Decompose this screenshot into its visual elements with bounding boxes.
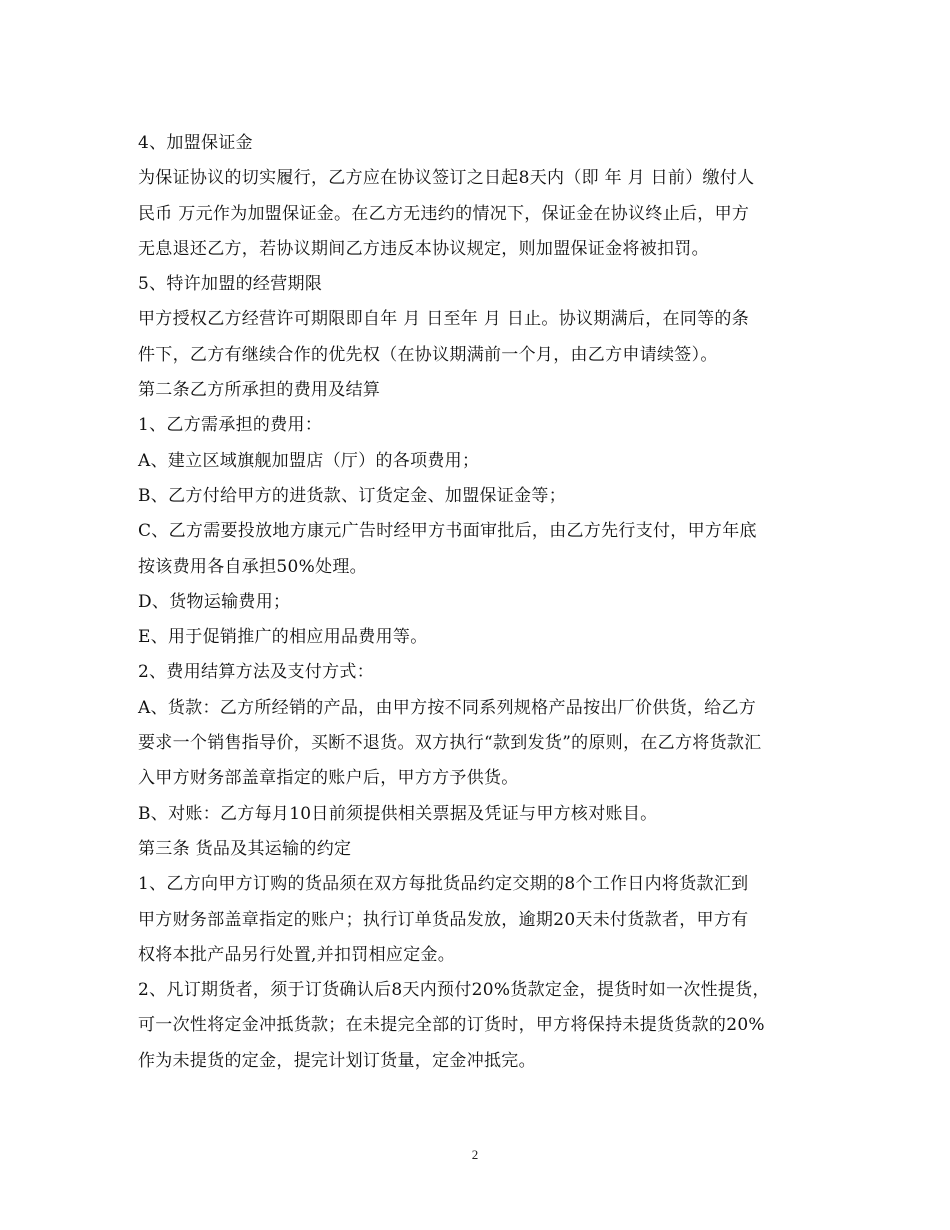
- paragraph-line: 无息退还乙方，若协议期间乙方违反本协议规定，则加盟保证金将被扣罚。: [138, 238, 709, 259]
- paragraph-line: 为保证协议的切实履行，乙方应在协议签订之日起8天内（即 年 月 日前）缴付人: [138, 168, 755, 189]
- document-body: [138, 126, 818, 1079]
- list-item: E、用于促销推广的相应用品费用等。: [138, 627, 428, 648]
- list-item: 2、凡订期货者，须于订货确认后8天内预付20%货款定金，提货时如一次性提货，: [138, 980, 770, 1001]
- paragraph-line: 入甲方财务部盖章指定的账户后，甲方方予供货。: [138, 768, 519, 789]
- list-item: 1、乙方向甲方订购的货品须在双方每批货品约定交期的8个工作日内将货款汇到: [138, 874, 749, 895]
- article-heading: 第三条 货品及其运输的约定: [138, 838, 352, 859]
- section-heading: 2、费用结算方法及支付方式：: [138, 662, 375, 683]
- list-item: A、货款：乙方所经销的产品，由甲方按不同系列规格产品按出厂价供货，给乙方: [138, 697, 757, 718]
- paragraph-line: 要求一个销售指导价，买断不退货。双方执行“款到发货”的原则，在乙方将货款汇: [138, 733, 762, 754]
- list-item: B、对账：乙方每月10日前须提供相关票据及凭证与甲方核对账目。: [138, 803, 658, 824]
- section-heading: 1、乙方需承担的费用：: [138, 415, 323, 436]
- paragraph-line: 按该费用各自承担50%处理。: [138, 556, 367, 577]
- paragraph-line: 民币 万元作为加盟保证金。在乙方无违约的情况下，保证金在协议终止后，甲方: [138, 203, 750, 224]
- section-heading: 4、加盟保证金: [138, 133, 253, 153]
- list-item: B、乙方付给甲方的进货款、订货定金、加盟保证金等；: [138, 485, 566, 506]
- paragraph-line: 可一次性将定金冲抵货款；在未提完全部的订货时，甲方将保持未提货货款的20%: [138, 1015, 765, 1036]
- paragraph-line: 作为未提货的定金，提完计划订货量，定金冲抵完。: [138, 1050, 536, 1071]
- paragraph-line: 件下，乙方有继续合作的优先权（在协议期满前一个月，由乙方申请续签）。: [138, 344, 718, 365]
- page-number: 2: [471, 1147, 479, 1162]
- article-heading: 第二条乙方所承担的费用及结算: [138, 380, 381, 401]
- list-item: C、乙方需要投放地方康元广告时经甲方书面审批后，由乙方先行支付，甲方年底: [138, 521, 757, 542]
- paragraph-line: 权将本批产品另行处置,并扣罚相应定金。: [138, 944, 456, 965]
- paragraph-line: 甲方授权乙方经营许可期限即自年 月 日至年 月 日止。协议期满后，在同等的条: [138, 309, 750, 330]
- list-item: D、货物运输费用；: [138, 591, 291, 612]
- list-item: A、建立区域旗舰加盟店（厅）的各项费用；: [138, 450, 480, 471]
- section-heading: 5、特许加盟的经营期限: [138, 274, 323, 295]
- paragraph-line: 甲方财务部盖章指定的账户；执行订单货品发放，逾期20天未付货款者，甲方有: [138, 909, 749, 930]
